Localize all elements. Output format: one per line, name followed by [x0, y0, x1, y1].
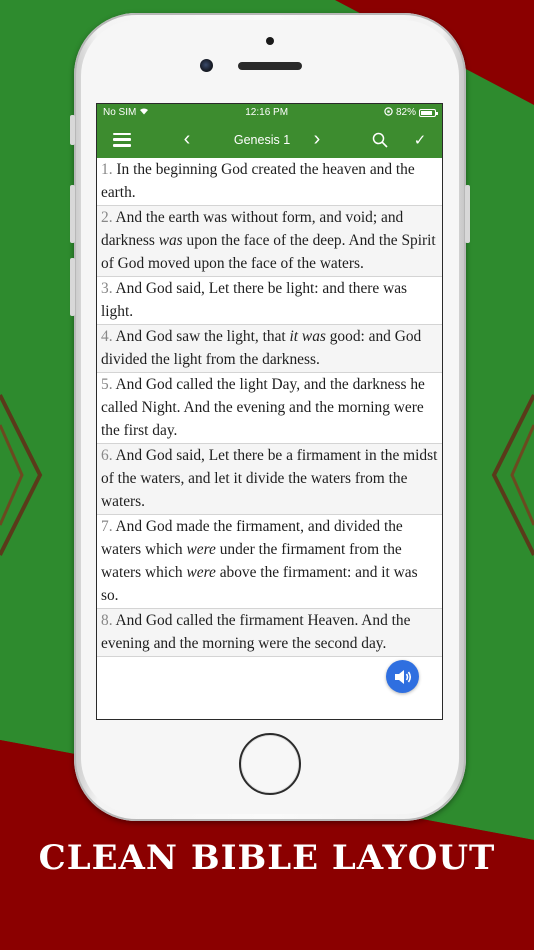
verse-row[interactable]	[97, 444, 442, 515]
next-chapter-button[interactable]: ›	[313, 128, 321, 150]
promo-caption: CLEAN BIBLE LAYOUT	[38, 838, 496, 878]
volume-up-button	[70, 185, 75, 243]
wifi-icon	[139, 107, 149, 118]
hamburger-icon	[113, 133, 131, 147]
verse-text: And God said, Let there be light: and there was light.	[101, 280, 408, 320]
verse-text: above the firmament: and it was so.	[101, 564, 418, 604]
verse-text-italic: were	[186, 564, 216, 581]
battery-percent: 82%	[395, 107, 416, 118]
mute-switch	[70, 115, 75, 145]
verse-text: under the firmament from the waters which	[101, 541, 402, 581]
verse-row[interactable]	[97, 158, 442, 206]
verse-text: upon the face of the deep. And the Spirit of God moved upon the face of the waters.	[101, 232, 436, 272]
verse-row[interactable]	[97, 515, 442, 609]
prev-chapter-button[interactable]: ‹	[183, 128, 191, 150]
verse-row[interactable]	[97, 325, 442, 373]
verse-number: 4.	[101, 328, 113, 345]
earpiece-speaker	[238, 62, 302, 70]
check-icon[interactable]: ✓	[413, 131, 427, 149]
search-icon	[372, 132, 388, 148]
audio-play-button[interactable]	[386, 660, 419, 693]
verse-text: good: and God divided the light from the darkness.	[101, 328, 422, 368]
verse-row[interactable]	[97, 206, 442, 277]
search-button[interactable]	[369, 121, 391, 158]
carrier-label: No SIM	[103, 107, 137, 118]
verse-number: 1.	[101, 161, 113, 178]
verse-text: And God made the firmament, and divided the waters which	[101, 518, 403, 558]
chapter-title[interactable]: Genesis 1	[233, 132, 291, 147]
front-camera	[200, 59, 213, 72]
verse-text: And God saw the light, that	[115, 328, 290, 345]
verse-text: And God called the firmament Heaven. And the evening and the morning were the second day.	[101, 612, 411, 652]
verse-text: In the beginning God created the heaven and the earth.	[101, 161, 415, 201]
power-button	[465, 185, 470, 243]
home-button[interactable]	[239, 733, 301, 795]
verse-row[interactable]	[97, 277, 442, 325]
clock: 12:16 PM	[245, 107, 289, 118]
verse-number: 2.	[101, 209, 113, 226]
status-bar	[97, 104, 442, 121]
verse-row[interactable]	[97, 373, 442, 444]
verse-number: 3.	[101, 280, 113, 297]
nav-bar	[97, 121, 442, 158]
speaker-icon	[393, 668, 413, 686]
verse-text: And the earth was without form, and void; and darkness	[101, 209, 404, 249]
verse-number: 8.	[101, 612, 113, 629]
proximity-sensor	[266, 37, 274, 45]
verse-text: And God called the light Day, and the darkness he called Night. And the evening and the morning were the first day.	[101, 376, 425, 439]
battery-icon	[419, 109, 436, 117]
app-screen	[96, 103, 443, 720]
menu-button[interactable]	[111, 121, 133, 158]
orientation-lock-icon	[384, 107, 393, 119]
verse-text: And God said, Let there be a firmament in the midst of the waters, and let it divide the waters from the waters.	[101, 447, 438, 510]
verse-number: 7.	[101, 518, 113, 535]
verse-list	[97, 158, 442, 657]
verse-text-italic: were	[186, 541, 216, 558]
volume-down-button	[70, 258, 75, 316]
verse-row[interactable]	[97, 609, 442, 657]
verse-number: 5.	[101, 376, 113, 393]
verse-text-italic: it was	[289, 328, 326, 345]
verse-text-italic: was	[158, 232, 183, 249]
verse-number: 6.	[101, 447, 113, 464]
